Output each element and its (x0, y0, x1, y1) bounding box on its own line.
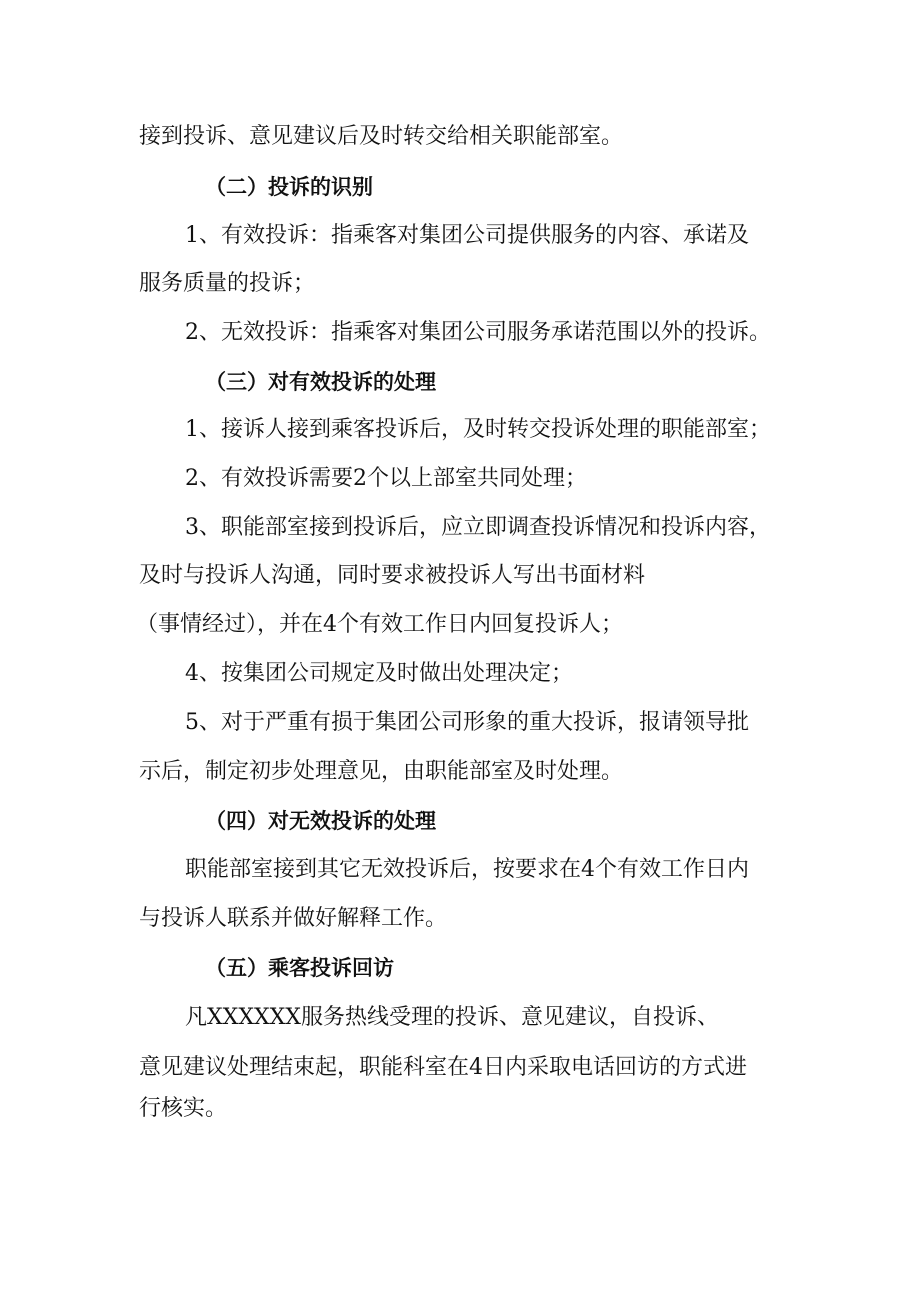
paragraph-line: 意见建议处理结束起，职能科室在4日内采取电话回访的方式进 (139, 1055, 747, 1080)
paragraph-line: 示后，制定初步处理意见，由职能部室及时处理。 (139, 759, 624, 784)
list-item-step-3: 3、职能部室接到投诉后，应立即调查投诉情况和投诉内容， (185, 515, 771, 540)
list-item-step-5: 5、对于严重有损于集团公司形象的重大投诉，报请领导批 (185, 710, 749, 735)
paragraph-line: 及时与投诉人沟通，同时要求被投诉人写出书面材料 (139, 563, 646, 588)
section-heading-2: （二）投诉的识别 (205, 175, 373, 199)
section-heading-5: （五）乘客投诉回访 (205, 956, 394, 980)
paragraph-line: 接到投诉、意见建议后及时转交给相关职能部室。 (139, 124, 624, 149)
paragraph-line: 服务质量的投诉； (139, 271, 316, 296)
list-item-step-1: 1、接诉人接到乘客投诉后，及时转交投诉处理的职能部室； (185, 417, 771, 442)
section-heading-4: （四）对无效投诉的处理 (205, 809, 436, 833)
paragraph-line: 职能部室接到其它无效投诉后，按要求在4个有效工作日内 (185, 857, 749, 882)
list-item-invalid-complaint: 2、无效投诉：指乘客对集团公司服务承诺范围以外的投诉。 (185, 320, 771, 345)
list-item-valid-complaint: 1、有效投诉：指乘客对集团公司提供服务的内容、承诺及 (185, 223, 749, 248)
paragraph-line: （事情经过），并在4个有效工作日内回复投诉人； (136, 612, 623, 637)
section-heading-3: （三）对有效投诉的处理 (205, 370, 436, 394)
list-item-step-4: 4、按集团公司规定及时做出处理决定； (185, 661, 573, 686)
paragraph-line: 凡XXXXXX服务热线受理的投诉、意见建议，自投诉、 (185, 1005, 719, 1030)
paragraph-line: 与投诉人联系并做好解释工作。 (139, 906, 448, 931)
list-item-step-2: 2、有效投诉需要2个以上部室共同处理； (185, 466, 587, 491)
paragraph-line: 行核实。 (139, 1096, 228, 1121)
